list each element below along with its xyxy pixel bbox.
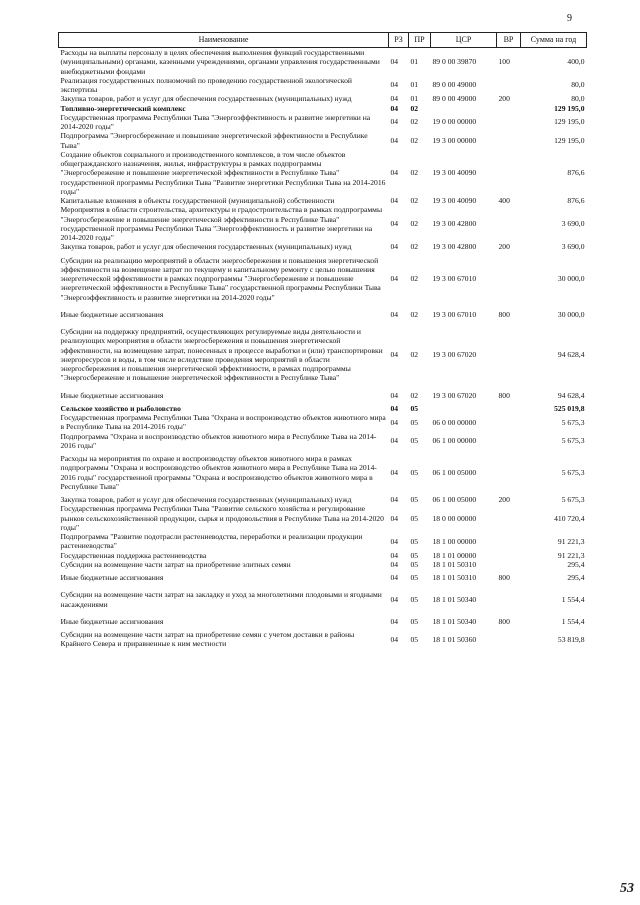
row-csr-cell: 19 3 00 42800	[432, 242, 477, 252]
row-rz-cell: 04	[390, 616, 399, 626]
row-name-cell: Субсидии на поддержку предприятий, осуществляющих регулируемые виды деятельности и реализующих мероприятия в области энергосбережения и повышения энергетической эффективности, на возмещение затрат, понесенных в процессе выработки и (или) транспортировки энергоресурсов и воды, в том числе вследствие проведения мероприятий в области энергосбережения и повышения энергетической эффективности, в рамках подпрограммы "Энергосбережение и повышение энергетической эффективности в Республике Тыва"	[60, 327, 383, 383]
row-name-cell: Субсидии на возмещение части затрат на приобретение элитных семян	[60, 559, 291, 569]
table-row	[59, 432, 587, 451]
row-name-cell: Мероприятия в области строительства, архитектуры и градостроительства в рамках подпрограммы "Энергосбережение и повышение энергетической эффективности в Республике Тыва" государственной программы Республики Тыва "Энергоэффективность и развитие энергетики на 2014-2020 годы"	[60, 205, 383, 242]
row-name-cell: Расходы на мероприятия по охране и воспроизводству объектов животного мира в рамках подпрограммы "Охрана и воспроизводство объектов животного мира в Республике Тыва на 2014-2016 годы" государственной программы "Охрана и воспроизводство объектов животного мира в Республике Тыва"	[60, 454, 377, 491]
row-sum-cell: 91 221,3	[557, 550, 585, 560]
row-csr-cell: 19 0 00 00000	[432, 117, 477, 127]
row-name-cell: Субсидии на возмещение части затрат на закладку и уход за многолетними плодовыми и ягодными насаждениями	[60, 590, 382, 609]
row-csr-cell: 06 0 00 00000	[432, 417, 477, 427]
row-sum-cell: 94 628,4	[557, 390, 585, 400]
row-name-cell: Подпрограмма "Охрана и воспроизводство объектов животного мира в Республике Тыва на 2014-2016 годы"	[60, 431, 377, 450]
row-rz-cell: 04	[390, 573, 399, 582]
row-sum-cell: 80,0	[571, 94, 585, 104]
table-body	[59, 48, 587, 649]
row-vr-cell: 200	[498, 495, 510, 504]
row-sum-cell: 30 000,0	[557, 274, 585, 283]
table-row	[59, 387, 587, 404]
row-rz-cell: 04	[390, 550, 399, 560]
row-vr-cell	[497, 404, 521, 413]
row-name-cell: Реализация государственных полномочий по проведению государственной экологической экспертизы	[60, 75, 352, 94]
row-sum-cell: 410 720,4	[554, 513, 585, 523]
row-pr-cell: 05	[410, 513, 419, 523]
row-vr-cell	[497, 532, 521, 551]
table-row	[59, 613, 587, 630]
row-csr-cell: 89 0 00 39870	[432, 57, 477, 67]
row-pr-cell: 05	[410, 536, 419, 546]
row-csr-cell: 18 0 00 00000	[432, 513, 477, 523]
table-row	[59, 104, 587, 113]
row-pr-cell: 02	[410, 117, 419, 127]
row-pr-cell: 05	[410, 436, 419, 446]
row-sum-cell: 129 195,0	[554, 117, 585, 127]
row-csr-cell: 18 1 01 50310	[432, 573, 477, 582]
row-sum-cell: 94 628,4	[557, 350, 585, 360]
table-row	[59, 532, 587, 551]
row-sum-cell: 5 675,3	[561, 495, 585, 504]
row-sum-cell: 5 675,3	[561, 417, 585, 427]
row-name-cell: Подпрограмма "Развитие подотрасли растениеводства, переработки и реализации продукции растениеводства"	[60, 532, 363, 551]
row-pr-cell: 02	[410, 274, 419, 283]
row-name-cell: Подпрограмма "Энергосбережение и повышение энергетической эффективности в Республике Тыва"	[60, 131, 368, 150]
row-pr-cell: 01	[410, 80, 419, 90]
row-name-cell: Субсидии на возмещение части затрат на приобретение семян с учетом доставки в районы Крайнего Севера и приравненные к ним местности	[60, 630, 355, 649]
row-pr-cell: 01	[410, 57, 419, 67]
row-pr-cell: 02	[410, 135, 419, 145]
row-rz-cell: 04	[390, 219, 399, 229]
row-csr-cell: 18 1 01 50310	[432, 559, 477, 569]
row-csr-cell: 19 3 00 67010	[432, 274, 477, 283]
row-sum-cell: 1 554,4	[561, 616, 585, 626]
row-rz-cell: 04	[390, 57, 399, 67]
row-vr-cell	[497, 323, 521, 387]
row-vr-cell	[497, 551, 521, 560]
row-sum-cell: 3 690,0	[561, 219, 585, 229]
table-row	[59, 196, 587, 205]
row-pr-cell: 05	[410, 403, 419, 413]
row-csr-cell: 18 1 01 00000	[432, 550, 477, 560]
row-rz-cell: 04	[390, 242, 399, 252]
row-vr-cell: 800	[498, 309, 510, 319]
row-name-cell: Сельское хозяйство и рыболовство	[60, 403, 181, 413]
row-sum-cell: 91 221,3	[557, 536, 585, 546]
row-name-cell: Государственная программа Республики Тыва "Охрана и воспроизводство объектов животного мира в Республике Тыва на 2014-2016 годы"	[60, 413, 386, 432]
table-row	[59, 306, 587, 323]
row-name-cell: Капитальные вложения в объекты государственной (муниципальной) собственности	[60, 196, 335, 205]
row-sum-cell: 876,6	[567, 196, 585, 205]
row-vr-cell	[497, 150, 521, 196]
row-sum-cell: 295,4	[567, 559, 585, 569]
table-row	[59, 252, 587, 306]
table-row	[59, 48, 587, 76]
table-row	[59, 113, 587, 132]
row-pr-cell: 05	[410, 634, 419, 644]
table-row	[59, 504, 587, 532]
row-rz-cell: 04	[390, 309, 399, 319]
row-vr-cell: 200	[498, 94, 510, 104]
row-name-cell: Закупка товаров, работ и услуг для обеспечения государственных (муниципальных) нужд	[60, 242, 352, 252]
budget-table	[58, 32, 587, 649]
row-name-cell: Создание объектов социального и производственного комплексов, в том числе объектов общегражданского назначения, жилья, инфраструктуры в рамках подпрограммы "Энергосбережение и повышение энергетической эффективности в Республике Тыва" государственной программы Республики Тыва "Развитие энергетики Республики Тыва на 2014-2016 годы"	[60, 149, 386, 196]
row-rz-cell: 04	[390, 274, 399, 283]
row-rz-cell: 04	[390, 135, 399, 145]
row-sum-cell: 5 675,3	[561, 436, 585, 446]
row-pr-cell: 01	[410, 94, 419, 104]
row-rz-cell: 04	[390, 94, 399, 104]
row-name-cell: Расходы на выплаты персоналу в целях обеспечения выполнения функций государственными (муниципальными) органами, казенными учреждениями, органами управления государственными внебюджетными фондами	[60, 48, 380, 76]
row-rz-cell: 04	[390, 417, 399, 427]
row-vr-cell: 100	[498, 57, 510, 67]
row-sum-cell: 295,4	[567, 573, 585, 582]
row-vr-cell	[497, 76, 521, 95]
row-name-cell: Государственная программа Республики Тыва "Развитие сельского хозяйства и регулирование рынков сельскохозяйственной продукции, сырья и продовольствия в Республике Тыва на 2014-2020 годы"	[60, 504, 384, 532]
row-sum-cell: 53 819,8	[557, 634, 585, 644]
row-vr-cell	[497, 432, 521, 451]
row-csr-cell: 89 0 00 49000	[432, 80, 477, 90]
row-sum-cell: 129 195,0	[554, 135, 585, 145]
header-rz: РЗ	[389, 33, 409, 48]
row-name-cell: Иные бюджетные ассигнования	[60, 309, 164, 319]
table-row	[59, 323, 587, 387]
row-sum-cell: 80,0	[571, 80, 585, 90]
row-csr-cell: 19 3 00 67020	[432, 390, 477, 400]
row-sum-cell: 5 675,3	[561, 467, 585, 477]
row-rz-cell: 04	[390, 467, 399, 477]
table-row	[59, 450, 587, 495]
row-vr-cell: 400	[498, 196, 510, 205]
table-header-row	[59, 33, 587, 48]
row-pr-cell: 02	[410, 168, 419, 178]
row-rz-cell: 04	[390, 80, 399, 90]
row-rz-cell: 04	[390, 168, 399, 178]
row-rz-cell: 04	[390, 390, 399, 400]
row-name-cell: Иные бюджетные ассигнования	[60, 573, 164, 582]
row-pr-cell: 02	[410, 103, 419, 113]
row-pr-cell: 02	[410, 242, 419, 252]
table-row	[59, 94, 587, 103]
row-pr-cell: 02	[410, 309, 419, 319]
row-vr-cell	[497, 630, 521, 649]
row-rz-cell: 04	[390, 436, 399, 446]
table-row	[59, 413, 587, 432]
row-pr-cell: 02	[410, 350, 419, 360]
row-pr-cell: 05	[410, 417, 419, 427]
row-vr-cell	[497, 586, 521, 613]
row-name-cell: Закупка товаров, работ и услуг для обеспечения государственных (муниципальных) нужд	[60, 94, 352, 104]
row-pr-cell: 02	[410, 390, 419, 400]
row-vr-cell: 800	[498, 573, 510, 582]
row-name-cell: Иные бюджетные ассигнования	[60, 616, 164, 626]
row-vr-cell	[497, 104, 521, 113]
row-sum-cell: 525 019,8	[554, 403, 585, 413]
table-row	[59, 630, 587, 649]
row-pr-cell: 05	[410, 550, 419, 560]
row-pr-cell: 05	[410, 573, 419, 582]
row-sum-cell: 30 000,0	[557, 309, 585, 319]
row-csr-cell: 06 1 00 05000	[432, 467, 477, 477]
row-pr-cell: 05	[410, 467, 419, 477]
table-row	[59, 586, 587, 613]
row-name-cell: Иные бюджетные ассигнования	[60, 390, 164, 400]
row-name-cell: Государственная программа Республики Тыва "Энергоэффективность и развитие энергетики на 2014-2020 годы"	[60, 112, 371, 131]
row-vr-cell	[497, 113, 521, 132]
row-csr-cell: 06 1 00 05000	[432, 495, 477, 504]
row-csr-cell: 19 3 00 40090	[432, 168, 477, 178]
row-sum-cell: 400,0	[567, 57, 585, 67]
row-pr-cell: 02	[410, 196, 419, 205]
header-vr: ВР	[497, 33, 521, 48]
row-rz-cell: 04	[390, 536, 399, 546]
row-csr-cell: 89 0 00 49000	[432, 94, 477, 104]
table-row	[59, 131, 587, 150]
row-csr-cell: 19 3 00 40090	[432, 196, 477, 205]
row-rz-cell: 04	[390, 196, 399, 205]
row-pr-cell: 05	[410, 559, 419, 569]
row-vr-cell	[497, 450, 521, 495]
row-csr-cell: 19 3 00 67010	[432, 309, 477, 319]
table-row	[59, 569, 587, 586]
row-csr-cell: 18 1 01 50360	[432, 634, 477, 644]
table-row	[59, 205, 587, 242]
row-pr-cell: 05	[410, 616, 419, 626]
row-sum-cell: 129 195,0	[554, 103, 585, 113]
row-rz-cell: 04	[390, 495, 399, 504]
row-name-cell: Закупка товаров, работ и услуг для обеспечения государственных (муниципальных) нужд	[60, 495, 352, 504]
table-row	[59, 242, 587, 251]
header-pr: ПР	[409, 33, 431, 48]
row-sum-cell: 3 690,0	[561, 242, 585, 252]
row-csr-cell: 19 3 00 00000	[432, 135, 477, 145]
row-rz-cell: 04	[390, 634, 399, 644]
row-rz-cell: 04	[390, 117, 399, 127]
row-rz-cell: 04	[390, 103, 399, 113]
row-csr-cell	[431, 104, 497, 113]
row-sum-cell: 1 554,4	[561, 594, 585, 604]
table-row	[59, 150, 587, 196]
header-csr: ЦСР	[431, 33, 497, 48]
row-vr-cell	[497, 413, 521, 432]
row-rz-cell: 04	[390, 594, 399, 604]
row-vr-cell	[497, 560, 521, 569]
row-csr-cell: 19 3 00 67020	[432, 350, 477, 360]
row-csr-cell: 18 1 01 50340	[432, 594, 477, 604]
row-name-cell: Субсидии на реализацию мероприятий в области энергосбережения и повышения энергетической эффективности на возмещение затрат по текущему и капитальному ремонту с целью повышения энергетической эффективности в рамках подпрограммы "Энергосбережение и повышение энергетической эффективности в Республике Тыва" государственной программы Республики Тыва "Энергоэффективность и развитие энергетики на 2014-2020 годы"	[60, 255, 381, 302]
row-rz-cell: 04	[390, 403, 399, 413]
row-pr-cell: 02	[410, 219, 419, 229]
corner-number: 53	[620, 881, 634, 896]
row-rz-cell: 04	[390, 350, 399, 360]
row-pr-cell: 05	[410, 594, 419, 604]
row-name-cell: Топливно-энергетический комплекс	[60, 103, 186, 113]
row-vr-cell: 800	[498, 390, 510, 400]
row-vr-cell	[497, 504, 521, 532]
row-csr-cell	[431, 404, 497, 413]
row-vr-cell	[497, 131, 521, 150]
row-rz-cell: 04	[390, 513, 399, 523]
row-vr-cell: 800	[498, 616, 510, 626]
table-row	[59, 76, 587, 95]
row-pr-cell: 05	[410, 495, 419, 504]
row-csr-cell: 18 1 00 00000	[432, 536, 477, 546]
row-csr-cell: 19 3 00 42800	[432, 219, 477, 229]
row-vr-cell: 200	[498, 242, 510, 252]
table-row	[59, 495, 587, 504]
table-row	[59, 551, 587, 560]
row-vr-cell	[497, 205, 521, 242]
header-sum: Сумма на год	[521, 33, 587, 48]
row-rz-cell: 04	[390, 559, 399, 569]
header-name: Наименование	[59, 33, 389, 48]
row-sum-cell: 876,6	[567, 168, 585, 178]
table-row	[59, 560, 587, 569]
row-name-cell: Государственная поддержка растениеводства	[60, 550, 207, 560]
row-csr-cell: 18 1 01 50340	[432, 616, 477, 626]
table-row	[59, 404, 587, 413]
row-vr-cell	[497, 252, 521, 306]
row-csr-cell: 06 1 00 00000	[432, 436, 477, 446]
page-number: 9	[567, 13, 572, 24]
